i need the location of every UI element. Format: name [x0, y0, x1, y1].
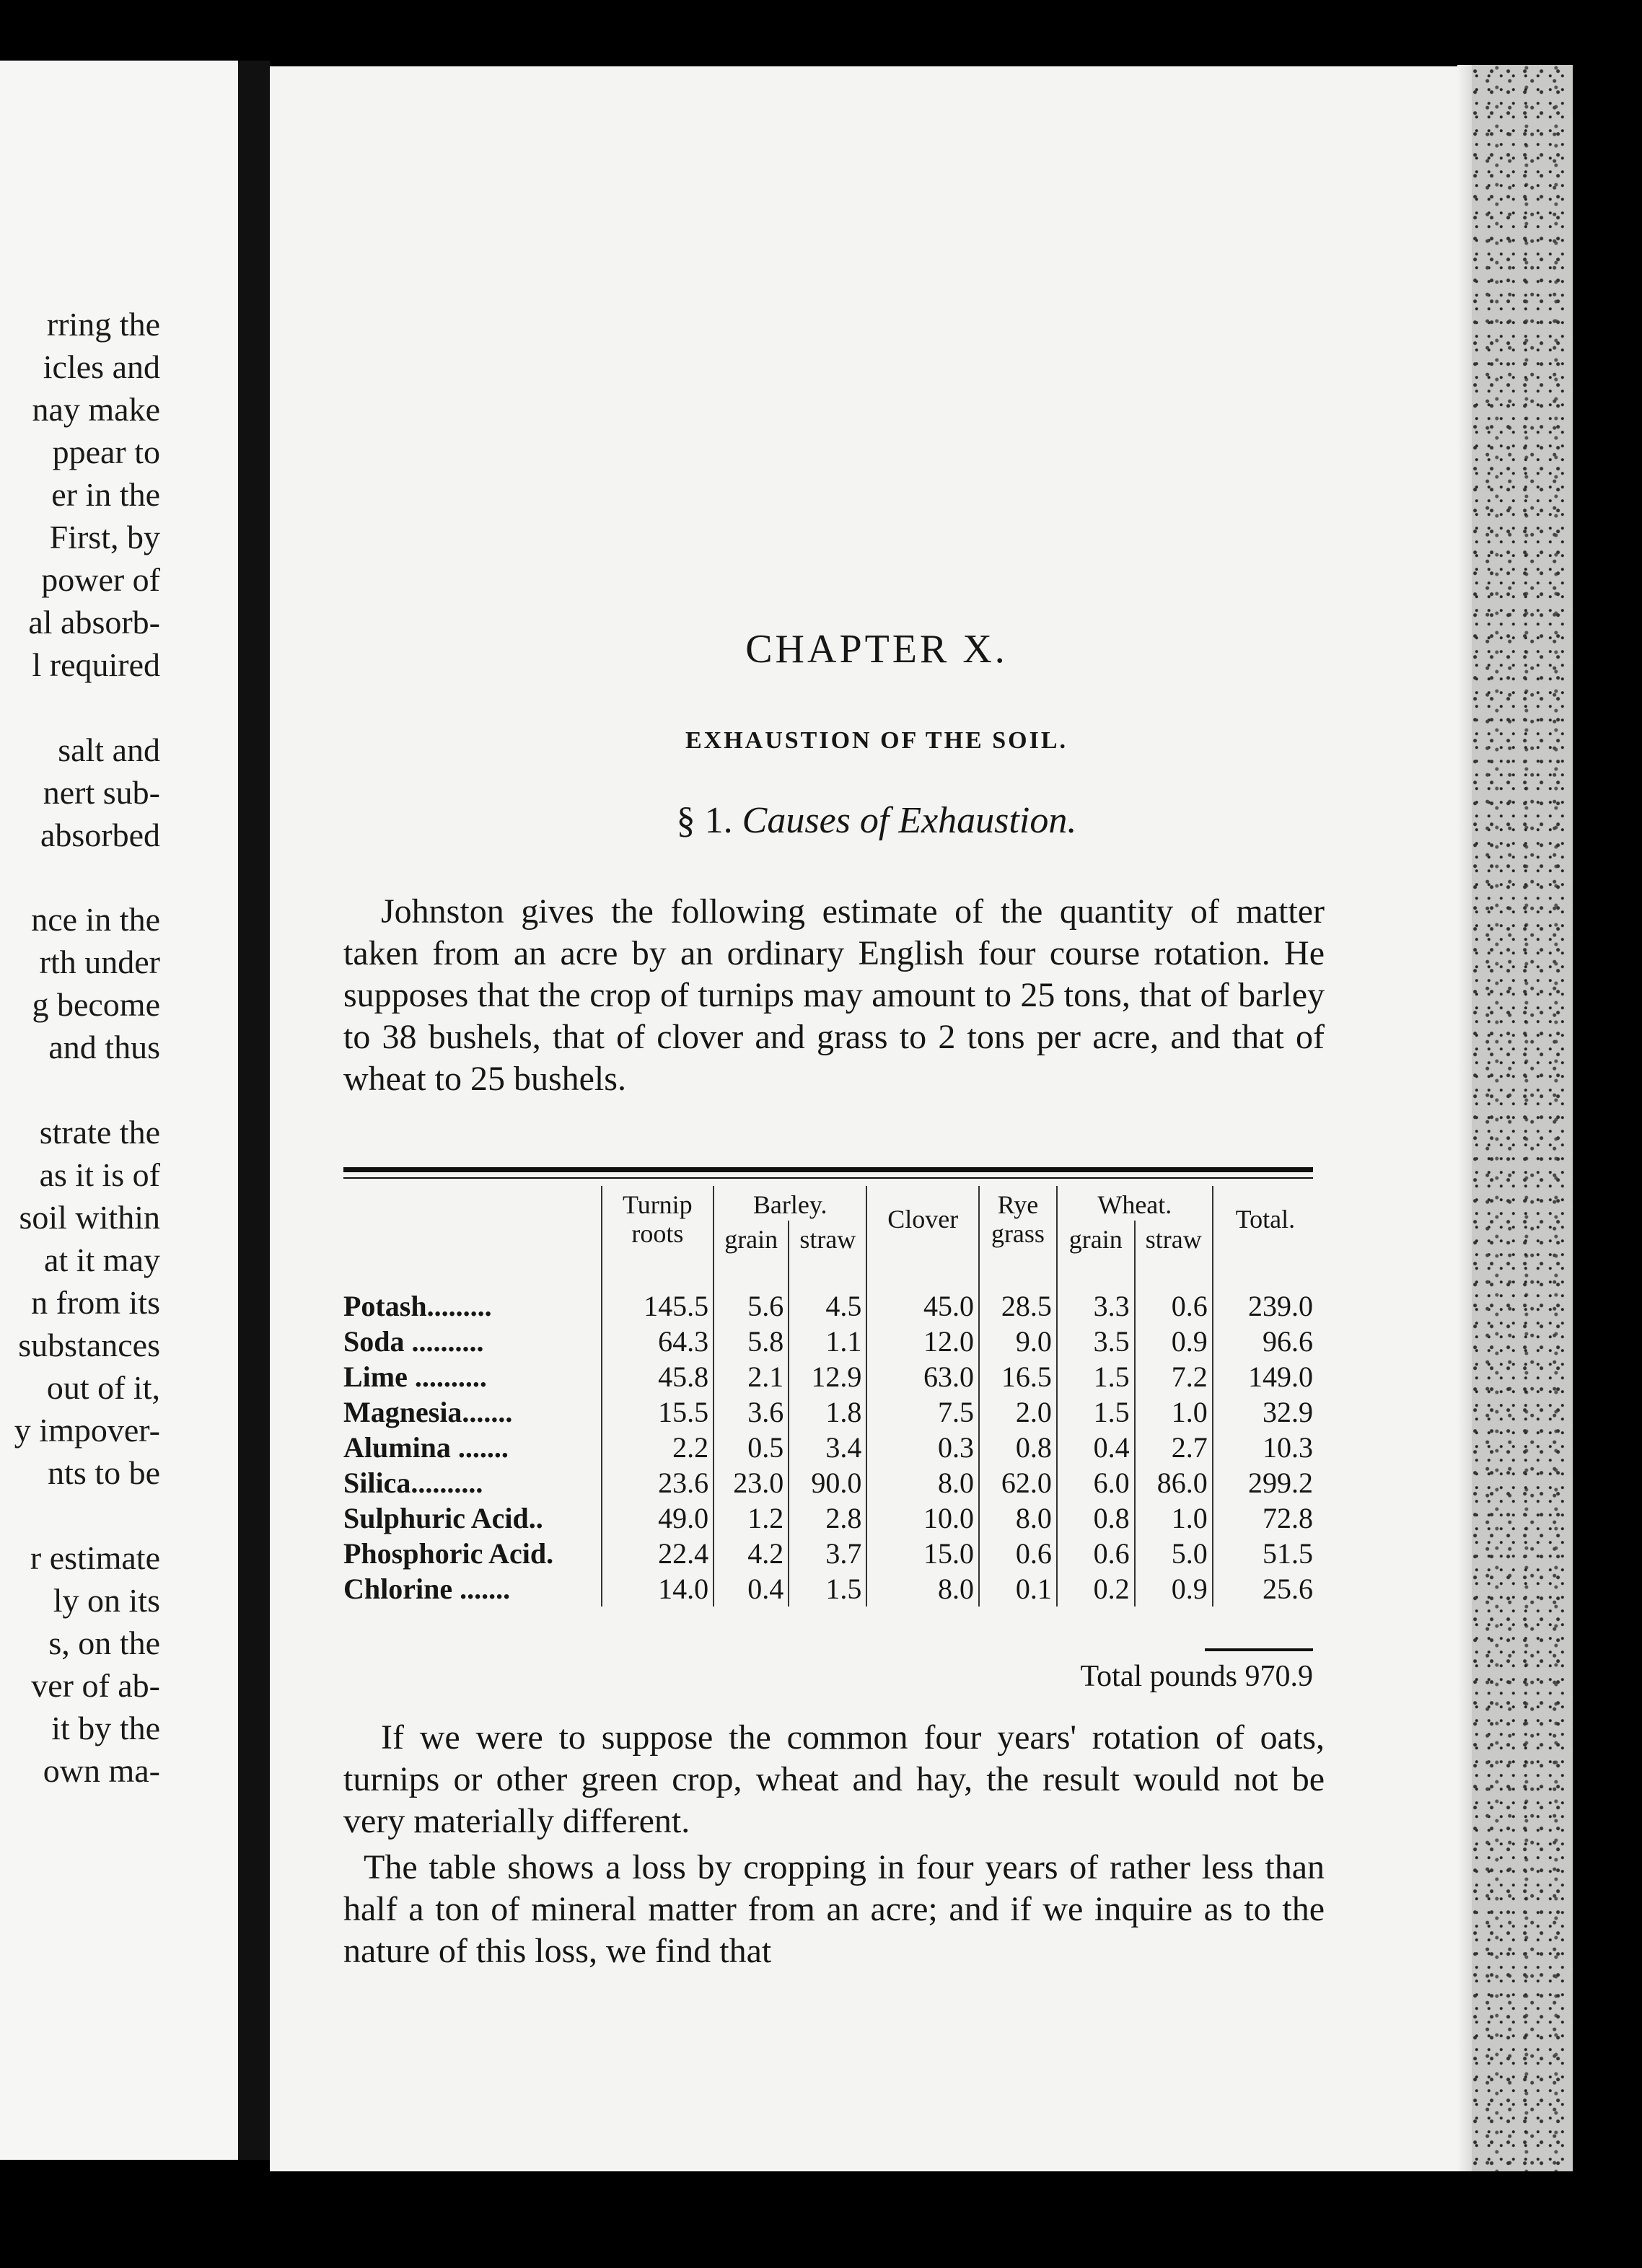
- cell-wheat-straw: 7.2: [1135, 1359, 1213, 1394]
- header-wheat: Wheat.: [1057, 1186, 1213, 1221]
- cell-rye: 0.1: [979, 1571, 1057, 1606]
- left-page-line: nay make: [32, 391, 160, 428]
- cell-total: 72.8: [1213, 1500, 1317, 1536]
- mineral-matter-table: [339, 1186, 1317, 1606]
- left-page-line: absorbed: [40, 817, 160, 853]
- cell-turnip: 22.4: [602, 1536, 714, 1571]
- table-row: [339, 1359, 1317, 1394]
- cell-rye: 8.0: [979, 1500, 1057, 1536]
- left-page-line: er in the: [51, 476, 160, 513]
- table-row: [339, 1394, 1317, 1430]
- row-label: Sulphuric Acid..: [343, 1502, 543, 1534]
- cell-wheat-straw: 86.0: [1135, 1465, 1213, 1500]
- cell-barley-straw: 3.7: [789, 1536, 866, 1571]
- left-page-line: s, on the: [48, 1625, 160, 1661]
- cell-rye: 9.0: [979, 1324, 1057, 1359]
- cell-wheat-grain: 3.3: [1057, 1288, 1135, 1324]
- cell-clover: 0.3: [866, 1430, 979, 1465]
- subsection-title: [270, 799, 1483, 842]
- cell-barley-grain: 4.2: [714, 1536, 789, 1571]
- left-page-line: ppear to: [52, 434, 160, 470]
- row-label: Magnesia.......: [343, 1396, 513, 1428]
- left-page-line: al absorb-: [28, 604, 160, 641]
- cell-clover: 8.0: [866, 1571, 979, 1606]
- cell-clover: 10.0: [866, 1500, 979, 1536]
- cell-clover: 12.0: [866, 1324, 979, 1359]
- row-label: Alumina .......: [343, 1431, 509, 1464]
- cell-wheat-grain: 3.5: [1057, 1324, 1135, 1359]
- cell-barley-straw: 4.5: [789, 1288, 866, 1324]
- cell-barley-straw: 1.5: [789, 1571, 866, 1606]
- cell-turnip: 64.3: [602, 1324, 714, 1359]
- section-heading: EXHAUSTION OF THE SOIL.: [685, 727, 1068, 754]
- cell-barley-straw: 90.0: [789, 1465, 866, 1500]
- table-row: [339, 1571, 1317, 1606]
- cell-total: 149.0: [1213, 1359, 1317, 1394]
- header-barley-straw: straw: [789, 1221, 866, 1264]
- left-page-line: n from its: [31, 1284, 160, 1321]
- cell-clover: 63.0: [866, 1359, 979, 1394]
- cell-clover: 15.0: [866, 1536, 979, 1571]
- cell-barley-grain: 5.8: [714, 1324, 789, 1359]
- cell-wheat-straw: 0.9: [1135, 1571, 1213, 1606]
- cell-barley-straw: 2.8: [789, 1500, 866, 1536]
- left-page-line: as it is of: [39, 1156, 160, 1193]
- book-binding: [238, 61, 270, 2160]
- cell-rye: 0.8: [979, 1430, 1057, 1465]
- cell-rye: 0.6: [979, 1536, 1057, 1571]
- cell-wheat-grain: 0.4: [1057, 1430, 1135, 1465]
- table-top-rule: [343, 1167, 1313, 1172]
- table-body: [339, 1264, 1317, 1606]
- cell-total: 299.2: [1213, 1465, 1317, 1500]
- left-page-line: own ma-: [43, 1752, 160, 1789]
- table-spacer-row: [339, 1264, 1317, 1288]
- cell-wheat-grain: 0.2: [1057, 1571, 1135, 1606]
- cell-total: 10.3: [1213, 1430, 1317, 1465]
- table-row: [339, 1288, 1317, 1324]
- left-page-line: it by the: [51, 1710, 160, 1746]
- header-barley-grain: grain: [714, 1221, 789, 1264]
- left-page-line: substances: [18, 1327, 160, 1363]
- left-page-line: icles and: [43, 348, 160, 385]
- left-page-line: y impover-: [14, 1412, 160, 1449]
- left-page-line: nert sub-: [43, 774, 160, 811]
- left-page-line: strate the: [39, 1114, 160, 1151]
- cell-rye: 16.5: [979, 1359, 1057, 1394]
- intro-paragraph: Johnston gives the following estimate of the quantity of matter taken from an acre by an ordinary English four course rotation. He supposes that the crop of turnips may amount to 25 tons, that of barley to 38 bushels, that of clover and grass to 2 tons per acre, and that of wheat to 25 bushels.: [343, 892, 1325, 1098]
- left-page-line: at it may: [44, 1241, 160, 1278]
- row-label: Chlorine .......: [343, 1573, 511, 1605]
- cell-barley-grain: 1.2: [714, 1500, 789, 1536]
- row-label: Silica..........: [343, 1467, 483, 1499]
- cell-wheat-straw: 0.9: [1135, 1324, 1213, 1359]
- row-label: Soda ..........: [343, 1325, 484, 1358]
- cell-barley-straw: 3.4: [789, 1430, 866, 1465]
- header-barley: Barley.: [714, 1186, 866, 1221]
- table-top-rule-thin: [343, 1177, 1313, 1179]
- table-row: [339, 1536, 1317, 1571]
- subsection-name: Causes of Exhaustion.: [742, 800, 1077, 841]
- cell-wheat-grain: 1.5: [1057, 1359, 1135, 1394]
- left-page-line: ver of ab-: [31, 1667, 160, 1704]
- left-page-line: rth under: [39, 944, 160, 980]
- cell-wheat-straw: 1.0: [1135, 1500, 1213, 1536]
- cell-wheat-straw: 5.0: [1135, 1536, 1213, 1571]
- cell-barley-grain: 2.1: [714, 1359, 789, 1394]
- left-page-line: soil within: [19, 1199, 160, 1236]
- header-turnip: Turnip roots: [602, 1186, 714, 1264]
- cell-rye: 62.0: [979, 1465, 1057, 1500]
- row-label: Potash.........: [343, 1290, 492, 1322]
- cell-turnip: 145.5: [602, 1288, 714, 1324]
- cell-total: 51.5: [1213, 1536, 1317, 1571]
- cell-barley-grain: 5.6: [714, 1288, 789, 1324]
- cell-barley-straw: 1.8: [789, 1394, 866, 1430]
- total-rule: [1205, 1648, 1313, 1651]
- cell-turnip: 14.0: [602, 1571, 714, 1606]
- left-page-line: rring the: [46, 306, 160, 343]
- left-page-line: salt and: [58, 731, 160, 768]
- cell-turnip: 15.5: [602, 1394, 714, 1430]
- cell-turnip: 23.6: [602, 1465, 714, 1500]
- cell-total: 25.6: [1213, 1571, 1317, 1606]
- cell-total: 32.9: [1213, 1394, 1317, 1430]
- label-column-header: [339, 1186, 602, 1264]
- left-page-line: l required: [32, 646, 160, 683]
- cell-total: 239.0: [1213, 1288, 1317, 1324]
- left-page-line: nts to be: [48, 1454, 160, 1491]
- cell-barley-grain: 23.0: [714, 1465, 789, 1500]
- cell-wheat-grain: 1.5: [1057, 1394, 1135, 1430]
- left-page-line: r estimate: [30, 1539, 160, 1576]
- header-clover: Clover: [866, 1186, 979, 1264]
- cell-clover: 7.5: [866, 1394, 979, 1430]
- subsection-number: § 1.: [676, 800, 733, 841]
- rotation-paragraph: If we were to suppose the common four years' rotation of oats, turnips or other green crop, wheat and hay, the result would not be very materially different.: [343, 1718, 1325, 1840]
- cell-barley-grain: 0.4: [714, 1571, 789, 1606]
- left-page-line: First, by: [49, 519, 160, 555]
- table-row: [339, 1324, 1317, 1359]
- cell-wheat-grain: 6.0: [1057, 1465, 1135, 1500]
- cell-rye: 2.0: [979, 1394, 1057, 1430]
- table-row: [339, 1500, 1317, 1536]
- cell-total: 96.6: [1213, 1324, 1317, 1359]
- row-label: Lime ..........: [343, 1361, 487, 1393]
- loss-paragraph: The table shows a loss by cropping in four years of rather less than half a ton of mineral matter from an acre; and if we inquire as to the nature of this loss, we find that: [343, 1848, 1325, 1970]
- cell-wheat-grain: 0.8: [1057, 1500, 1135, 1536]
- speckled-page-edge: [1472, 65, 1573, 2171]
- header-wheat-straw: straw: [1135, 1221, 1213, 1264]
- cell-clover: 8.0: [866, 1465, 979, 1500]
- grand-total: Total pounds 970.9: [1080, 1660, 1313, 1693]
- left-page-line: power of: [41, 561, 160, 598]
- cell-barley-grain: 3.6: [714, 1394, 789, 1430]
- cell-clover: 45.0: [866, 1288, 979, 1324]
- header-rye: Rye grass: [979, 1186, 1057, 1264]
- chapter-title: CHAPTER X.: [745, 627, 1008, 672]
- cell-wheat-straw: 0.6: [1135, 1288, 1213, 1324]
- cell-rye: 28.5: [979, 1288, 1057, 1324]
- header-total: Total.: [1213, 1186, 1317, 1264]
- cell-wheat-grain: 0.6: [1057, 1536, 1135, 1571]
- cell-turnip: 49.0: [602, 1500, 714, 1536]
- left-page-line: out of it,: [46, 1369, 160, 1406]
- left-page-line: and thus: [48, 1029, 160, 1065]
- left-page-line: g become: [32, 986, 160, 1023]
- cell-barley-straw: 12.9: [789, 1359, 866, 1394]
- row-label: Phosphoric Acid.: [343, 1537, 554, 1570]
- table-row: [339, 1465, 1317, 1500]
- cell-turnip: 45.8: [602, 1359, 714, 1394]
- cell-turnip: 2.2: [602, 1430, 714, 1465]
- left-page-line: nce in the: [31, 901, 160, 938]
- header-wheat-grain: grain: [1057, 1221, 1135, 1264]
- cell-wheat-straw: 1.0: [1135, 1394, 1213, 1430]
- table-row: [339, 1430, 1317, 1465]
- cell-wheat-straw: 2.7: [1135, 1430, 1213, 1465]
- cell-barley-grain: 0.5: [714, 1430, 789, 1465]
- left-page-line: ly on its: [53, 1582, 160, 1619]
- cell-barley-straw: 1.1: [789, 1324, 866, 1359]
